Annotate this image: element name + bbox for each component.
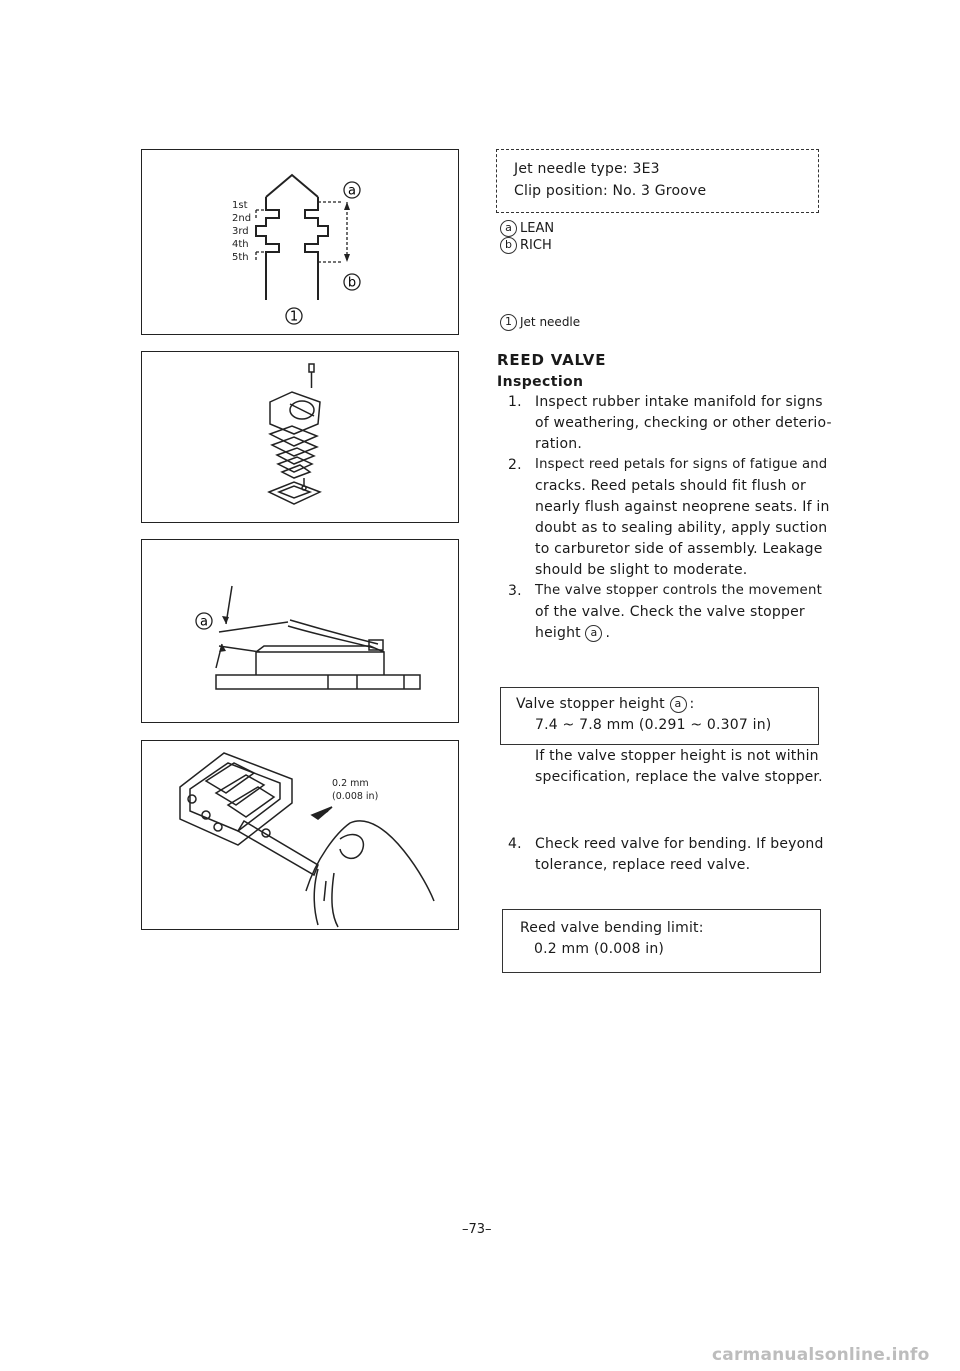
stopper-spec-label [516, 696, 694, 713]
marker-a-label: a [348, 183, 356, 199]
stopper-note-line2: specification, replace the valve stopper. [535, 769, 823, 785]
step4-line2: tolerance, replace reed valve. [535, 857, 751, 873]
clip-position: Clip position: No. 3 Groove [514, 183, 707, 199]
section-subtitle: Inspection [497, 374, 584, 390]
clip-label-4th: 4th [232, 239, 249, 250]
step1-line2: of weathering, checking or other deterio- [535, 415, 832, 431]
step1-number: 1. [508, 394, 522, 410]
clip-label-3rd: 3rd [232, 226, 249, 237]
page-number: –73– [462, 1222, 492, 1237]
stopper-spec-label-text: Valve stopper height [516, 696, 665, 712]
reed-valve-exploded-drawing [142, 352, 458, 522]
clip-label-2nd: 2nd [232, 213, 252, 224]
marker-1-label: 1 [289, 309, 299, 325]
callout-1-text: Jet needle [520, 315, 581, 329]
jet-needle-spec-box [496, 149, 819, 213]
stopper-spec-colon: : [689, 696, 695, 712]
reed-bending-figure [141, 740, 459, 930]
callout-1-mark: 1 [500, 314, 517, 331]
step4-number: 4. [508, 836, 522, 852]
watermark-link[interactable]: carmanualsonline.info [712, 1345, 930, 1365]
reed-bending-drawing [142, 741, 458, 929]
step3-number: 3. [508, 583, 522, 599]
step3-period: . [605, 625, 611, 641]
stopper-spec-mark: a [670, 696, 687, 713]
reed-spec-label: Reed valve bending limit: [520, 920, 704, 936]
step3-height-word: height [535, 625, 581, 641]
legend-rich [500, 237, 552, 254]
measure-label-in: (0.008 in) [332, 791, 379, 802]
jet-needle-type: Jet needle type: 3E3 [514, 161, 660, 177]
stopper-spec-value: 7.4 ~ 7.8 mm (0.291 ~ 0.307 in) [535, 717, 772, 733]
legend-lean [500, 220, 554, 237]
section-title: REED VALVE [497, 351, 607, 369]
marker-b-label: b [347, 275, 357, 291]
jet-needle-figure [141, 149, 459, 335]
step3-line1: The valve stopper controls the movement [535, 583, 822, 598]
jet-needle-drawing [142, 150, 458, 334]
valve-stopper-figure [141, 539, 459, 723]
step2-line6: should be slight to moderate. [535, 562, 748, 578]
step2-number: 2. [508, 457, 522, 473]
legend-a-mark: a [500, 220, 517, 237]
step3-line2: of the valve. Check the valve stopper [535, 604, 805, 620]
legend-a-text: LEAN [520, 221, 555, 236]
step2-line2: cracks. Reed petals should fit flush or [535, 478, 806, 494]
stopper-marker-a-label: a [200, 614, 208, 630]
step3-mark: a [585, 625, 602, 642]
stopper-note-line1: If the valve stopper height is not within [535, 748, 819, 764]
legend-b-mark: b [500, 237, 517, 254]
step4-line1: Check reed valve for bending. If beyond [535, 836, 824, 852]
step2-line3: nearly flush against neoprene seats. If in [535, 499, 830, 515]
valve-stopper-spec-box [500, 687, 819, 745]
reed-spec-value: 0.2 mm (0.008 in) [534, 941, 665, 957]
step1-line1: Inspect rubber intake manifold for signs [535, 394, 823, 410]
step2-line4: doubt as to sealing ability, apply suction [535, 520, 828, 536]
step3-line3 [535, 625, 610, 642]
reed-valve-spec-box [502, 909, 821, 973]
step2-line5: to carburetor side of assembly. Leakage [535, 541, 823, 557]
reed-valve-exploded-figure [141, 351, 459, 523]
clip-label-5th: 5th [232, 252, 249, 263]
clip-label-1st: 1st [232, 200, 248, 211]
step2-line1: Inspect reed petals for signs of fatigue and [535, 457, 828, 472]
legend-b-text: RICH [520, 238, 552, 253]
valve-stopper-drawing [142, 540, 458, 722]
measure-label-mm: 0.2 mm [332, 778, 369, 789]
step1-line3: ration. [535, 436, 583, 452]
callout-jet-needle [500, 314, 580, 331]
